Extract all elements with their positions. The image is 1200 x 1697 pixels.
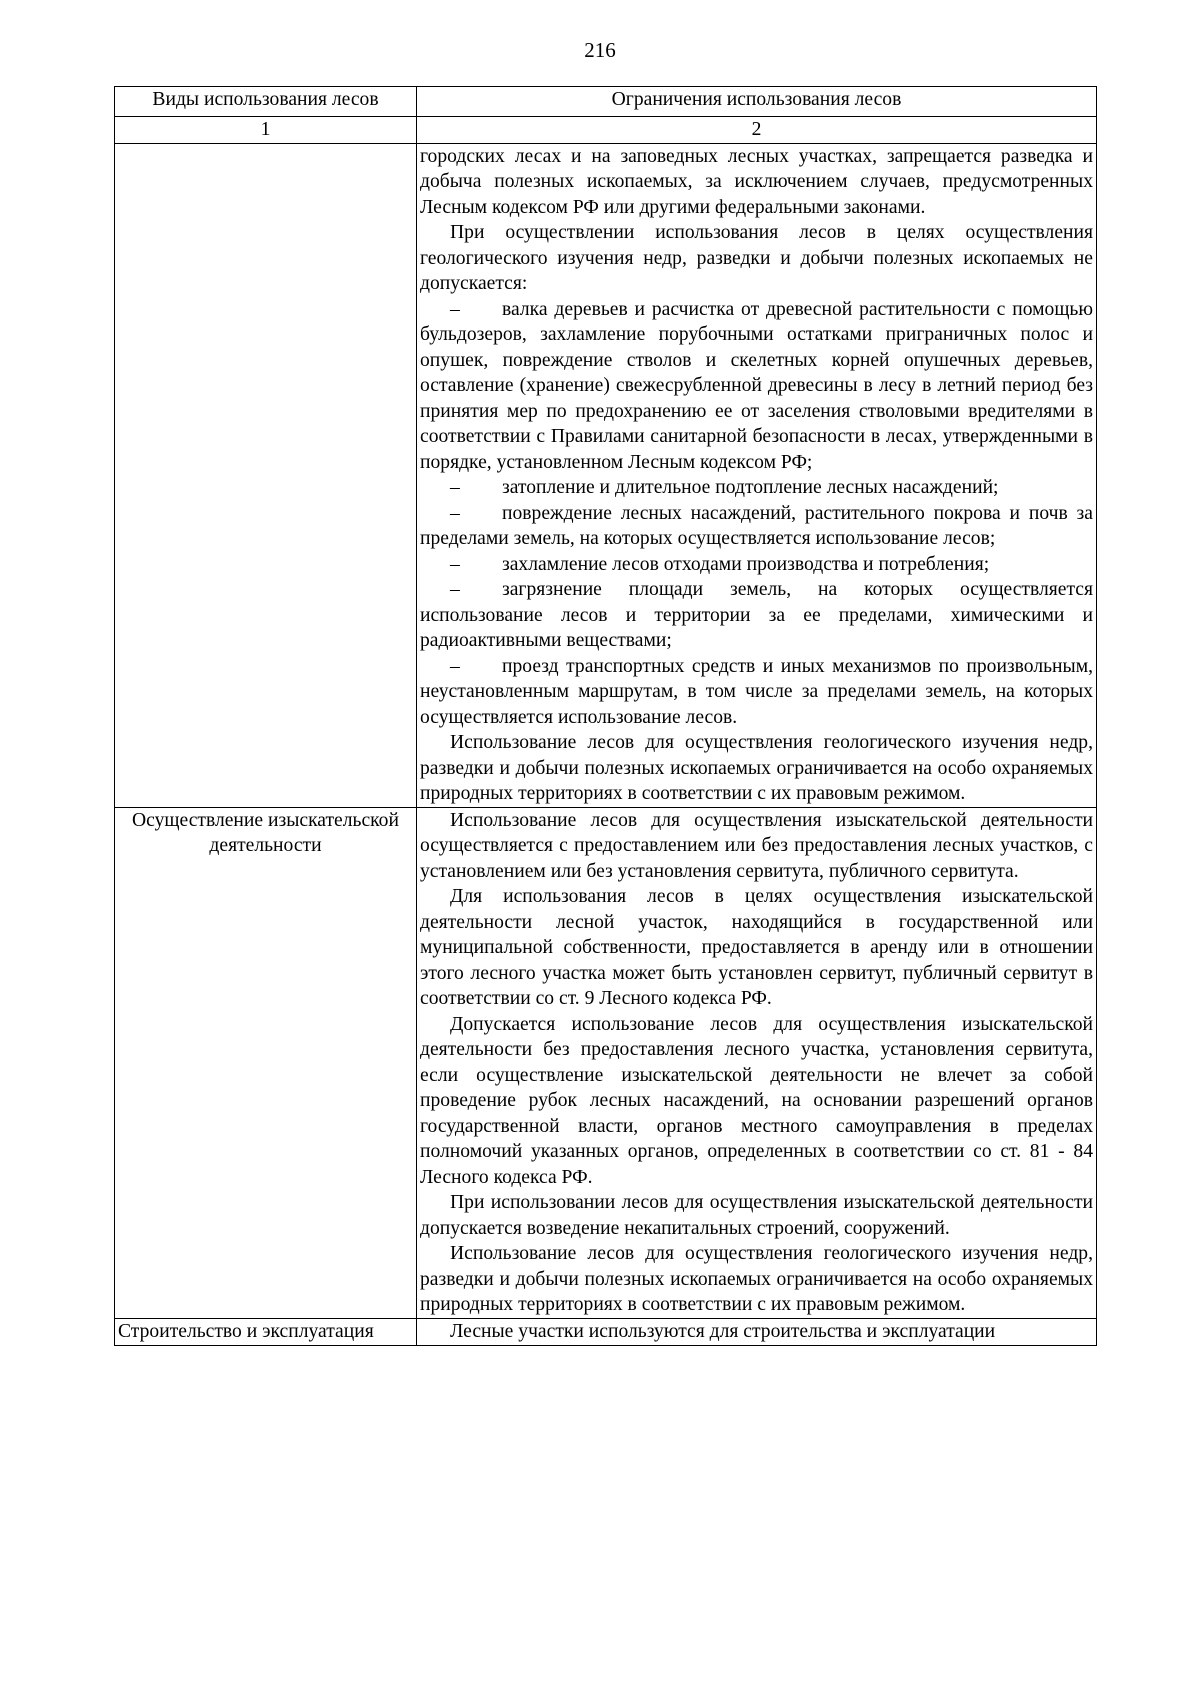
restriction-paragraph [420, 475, 1093, 501]
col-number-1: 1 [115, 117, 417, 144]
restriction-paragraph: Допускается использование лесов для осуществления изыскательской деятельности без предоставления лесного участка, установления сервитута, если осуществление изыскательской деятельности не влечет за собой проведение рубок лесных насаждений, на основании разрешений органов государственной власти, органов местного самоуправления в пределах полномочий указанных органов, определенных в соответствии со ст. 81 - 84 Лесного кодекса РФ. [420, 1013, 1093, 1188]
table-row [115, 1318, 1097, 1346]
restriction-paragraph [420, 654, 1093, 731]
row-2-use-type: Осуществление изыскательской деятельности [115, 807, 417, 1318]
header-col2: Ограничения использования лесов [417, 87, 1097, 117]
row-3-restrictions [417, 1318, 1097, 1346]
list-dash: – [450, 553, 460, 575]
table-row [115, 143, 1097, 807]
column-number-row [115, 117, 1097, 144]
restriction-paragraph: Использование лесов для осуществления геологического изучения недр, разведки и добычи полезных ископаемых ограничивается на особо охраняемых природных территориях в соответствии с их правовым режимом. [420, 732, 1093, 804]
col-number-2: 2 [417, 117, 1097, 144]
list-dash: – [450, 298, 460, 320]
table-row [115, 807, 1097, 1318]
header-col1: Виды использования лесов [115, 87, 417, 117]
page-number: 216 [584, 38, 616, 62]
list-item-text: загрязнение площади земель, на которых осуществляется использование лесов и территории за ее пределами, химическими и радиоактивными веществами; [420, 579, 1093, 651]
forest-use-table [114, 86, 1097, 1346]
restriction-paragraph [420, 577, 1093, 654]
list-item-text: захламление лесов отходами производства и потребления; [502, 553, 990, 575]
list-item-text: затопление и длительное подтопление лесных насаждений; [502, 477, 999, 498]
restriction-paragraph: Использование лесов для осуществления изыскательской деятельности осуществляется с предоставлением или без предоставления лесных участков, с установлением или без установления сервитута, публичного сервитута. [420, 809, 1093, 882]
row-1-use-type [115, 143, 417, 807]
list-item-text: повреждение лесных насаждений, растительного покрова и почв за пределами земель, на которых осуществляется использование лесов; [420, 502, 1093, 549]
restriction-paragraph [420, 501, 1093, 552]
restriction-paragraph: городских лесах и на заповедных лесных участках, запрещается разведка и добыча полезных ископаемых, за исключением случаев, предусмотренных Лесным кодексом РФ или другими федеральными законами. [420, 145, 1093, 218]
restriction-paragraph: Лесные участки используются для строительства и эксплуатации [450, 1320, 996, 1342]
restriction-paragraph: Использование лесов для осуществления геологического изучения недр, разведки и добычи полезных ископаемых ограничивается на особо охраняемых природных территориях в соответствии с их правовым режимом. [420, 1243, 1093, 1315]
list-dash: – [450, 579, 460, 600]
list-dash: – [450, 502, 460, 524]
row-3-use-type: Строительство и эксплуатация [115, 1318, 417, 1346]
restriction-paragraph: При осуществлении использования лесов в целях осуществления геологического изучения недр, разведки и добычи полезных ископаемых не допускается: [420, 222, 1093, 294]
row-2-restrictions [417, 807, 1097, 1318]
row-1-restrictions [417, 143, 1097, 807]
table-header-row [115, 87, 1097, 117]
restriction-paragraph [420, 552, 1093, 578]
list-dash: – [450, 477, 460, 498]
list-item-text: проезд транспортных средств и иных механизмов по произвольным, неустановленным маршрутам, в том числе за пределами земель, на которых осуществляется использование лесов. [420, 655, 1093, 728]
restriction-paragraph: Для использования лесов в целях осуществления изыскательской деятельности лесной участок, находящийся в государственной или муниципальной собственности, предоставляется в аренду или в отношении этого лесного участка может быть установлен сервитут, публичный сервитут в соответствии со ст. 9 Лесного кодекса РФ. [420, 886, 1093, 1009]
restriction-paragraph: При использовании лесов для осуществления изыскательской деятельности допускается возведение некапитальных строений, сооружений. [420, 1192, 1093, 1239]
list-dash: – [450, 655, 460, 677]
list-item-text: валка деревьев и расчистка от древесной растительности с помощью бульдозеров, захламление порубочными остатками приграничных полос и опушек, повреждение стволов и скелетных корней опушечных деревьев, оставление (хранение) свежесрубленной древесины в лесу в летний период без принятия мер по предохранению ее от заселения стволовыми вредителями в соответствии с Правилами санитарной безопасности в лесах, утвержденными в порядке, установленном Лесным кодексом РФ; [420, 298, 1093, 473]
restriction-paragraph [420, 297, 1093, 476]
